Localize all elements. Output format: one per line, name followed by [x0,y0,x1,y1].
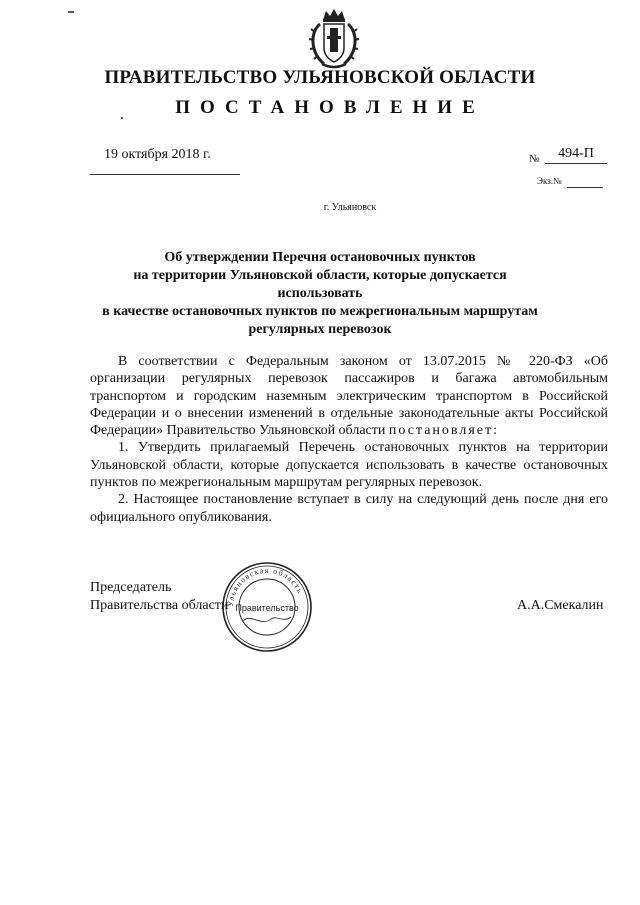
preamble-text: В соответствии с Федеральным законом от 13.07.2015 № 220-ФЗ «Об организации регулярных перевозок пассажиров и багажа автомобильным транспортом и городским наземным электрическим транспортом в Российской Федерации и о внесении изменений в отдельные законодательные акты Российской Федерации» Правительство Ульяновской области [90,354,608,439]
coat-of-arms-icon [306,6,362,72]
signatory-name: А.А.Смекалин [517,598,604,613]
copy-number-label: Экз.№ [537,176,562,186]
decree-title [90,249,550,339]
decree-title-line: регулярных перевозок [248,322,392,337]
stamp-ring-text: Ульяновская область [225,565,305,608]
decree-title-line: в качестве остановочных пунктов по межрегиональным маршрутам [102,304,538,319]
decree-title-line: на территории Ульяновской области, которые допускается использовать [133,268,507,301]
number-prefix: № [529,153,540,165]
decree-date: 19 октября 2018 г. [104,147,211,162]
resolves-word: постановляет: [388,423,499,439]
city-label: г. Ульяновск [323,202,377,213]
clause-2: 2. Настоящее постановление вступает в силу на следующий день после дня его официального опубликования. [90,492,608,525]
clause-1: 1. Утвердить прилагаемый Перечень остановочных пунктов на территории Ульяновской области, которые допускается использовать в качестве остановочных пунктов по межрегиональным маршрутам регулярных перевозок. [90,440,608,491]
date-underline [90,174,240,175]
signatory-role-line2: Правительства области [90,598,229,613]
decree-body [90,353,608,526]
official-stamp-icon [221,561,313,653]
document-type: ПОСТАНОВЛЕНИЕ [175,97,485,118]
scan-mark [68,11,74,13]
government-title: ПРАВИТЕЛЬСТВО УЛЬЯНОВСКОЙ ОБЛАСТИ [104,67,536,88]
decree-title-line: Об утверждении Перечня остановочных пунктов [164,250,476,265]
stamp-center-text: Правительство [235,603,299,613]
copy-number-line [567,187,603,188]
preamble-paragraph [90,353,608,439]
decree-number: 494-П [545,145,607,164]
signatory-role-line1: Председатель [90,580,172,595]
